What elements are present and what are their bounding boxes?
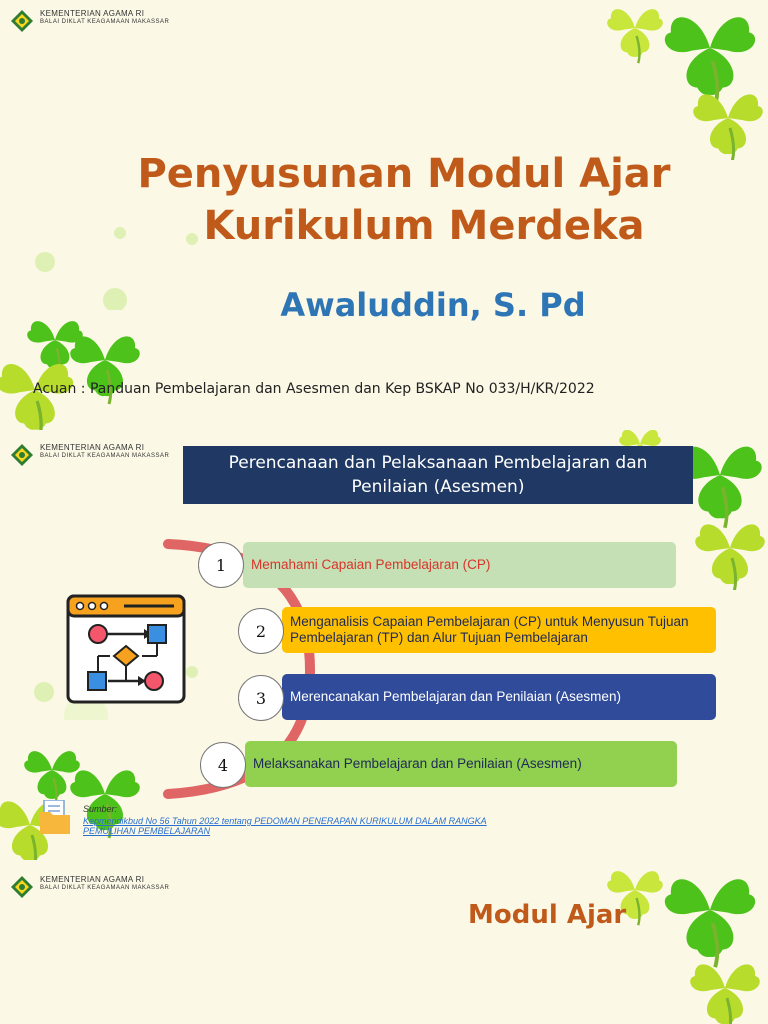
title-line-2: Kurikulum Merdeka xyxy=(203,203,645,249)
page-title xyxy=(0,148,768,252)
step-2-bar xyxy=(282,607,716,653)
slide-header xyxy=(10,875,169,899)
slide-modul-ajar xyxy=(0,860,768,1024)
header-ministry: KEMENTERIAN AGAMA RI xyxy=(40,443,145,452)
header-ministry: KEMENTERIAN AGAMA RI xyxy=(40,875,145,884)
clover-icon xyxy=(600,0,768,160)
ministry-logo xyxy=(10,875,34,899)
source-link[interactable]: Kepmendikbud No 56 Tahun 2022 tentang PEDOMAN PENERAPAN KURIKULUM DALAM RANGKA PEMULIHAN PEMBELAJARAN xyxy=(83,816,487,836)
slide-header xyxy=(10,443,169,467)
reference-text: Acuan : Panduan Pembelajaran dan Asesmen dan Kep BSKAP No 033/H/KR/2022 xyxy=(33,381,595,397)
header-institution: BALAI DIKLAT KEAGAMAAN MAKASSAR xyxy=(40,19,170,25)
slide-title: Modul Ajar xyxy=(468,900,627,930)
step-2-label: Menganalisis Capaian Pembelajaran (CP) untuk Menyusun Tujuan Pembelajaran (TP) dan Alur Tujuan Pembelajaran xyxy=(290,614,689,645)
step-1-bar xyxy=(243,542,676,588)
step-4-label: Melaksanakan Pembelajaran dan Penilaian (Asesmen) xyxy=(253,756,582,771)
step-3-number: 3 xyxy=(238,675,284,721)
slide-header xyxy=(10,9,169,33)
flowchart-icon xyxy=(66,594,186,704)
step-1-number: 1 xyxy=(198,542,244,588)
source-label: Sumber: xyxy=(83,804,118,814)
header-institution: BALAI DIKLAT KEAGAMAAN MAKASSAR xyxy=(40,453,170,459)
slide-title xyxy=(0,0,768,430)
header-ministry: KEMENTERIAN AGAMA RI xyxy=(40,9,145,18)
clover-icon xyxy=(0,730,150,860)
section-banner: Perencanaan dan Pelaksanaan Pembelajaran dan Penilaian (Asesmen) xyxy=(183,446,693,504)
header-institution: BALAI DIKLAT KEAGAMAAN MAKASSAR xyxy=(40,885,170,891)
step-2-number: 2 xyxy=(238,608,284,654)
document-folder-icon xyxy=(40,800,70,834)
slide-process xyxy=(0,430,768,860)
step-1-label: Memahami Capaian Pembelajaran (CP) xyxy=(251,557,491,572)
step-3-label: Merencanakan Pembelajaran dan Penilaian (Asesmen) xyxy=(290,689,621,704)
ministry-logo xyxy=(10,9,34,33)
step-4-number: 4 xyxy=(200,742,246,788)
ministry-logo xyxy=(10,443,34,467)
step-4-bar xyxy=(245,741,677,787)
author-name: Awaluddin, S. Pd xyxy=(280,286,586,324)
step-3-bar xyxy=(282,674,716,720)
title-line-1: Penyusunan Modul Ajar xyxy=(137,151,671,197)
clover-icon xyxy=(600,860,768,1024)
